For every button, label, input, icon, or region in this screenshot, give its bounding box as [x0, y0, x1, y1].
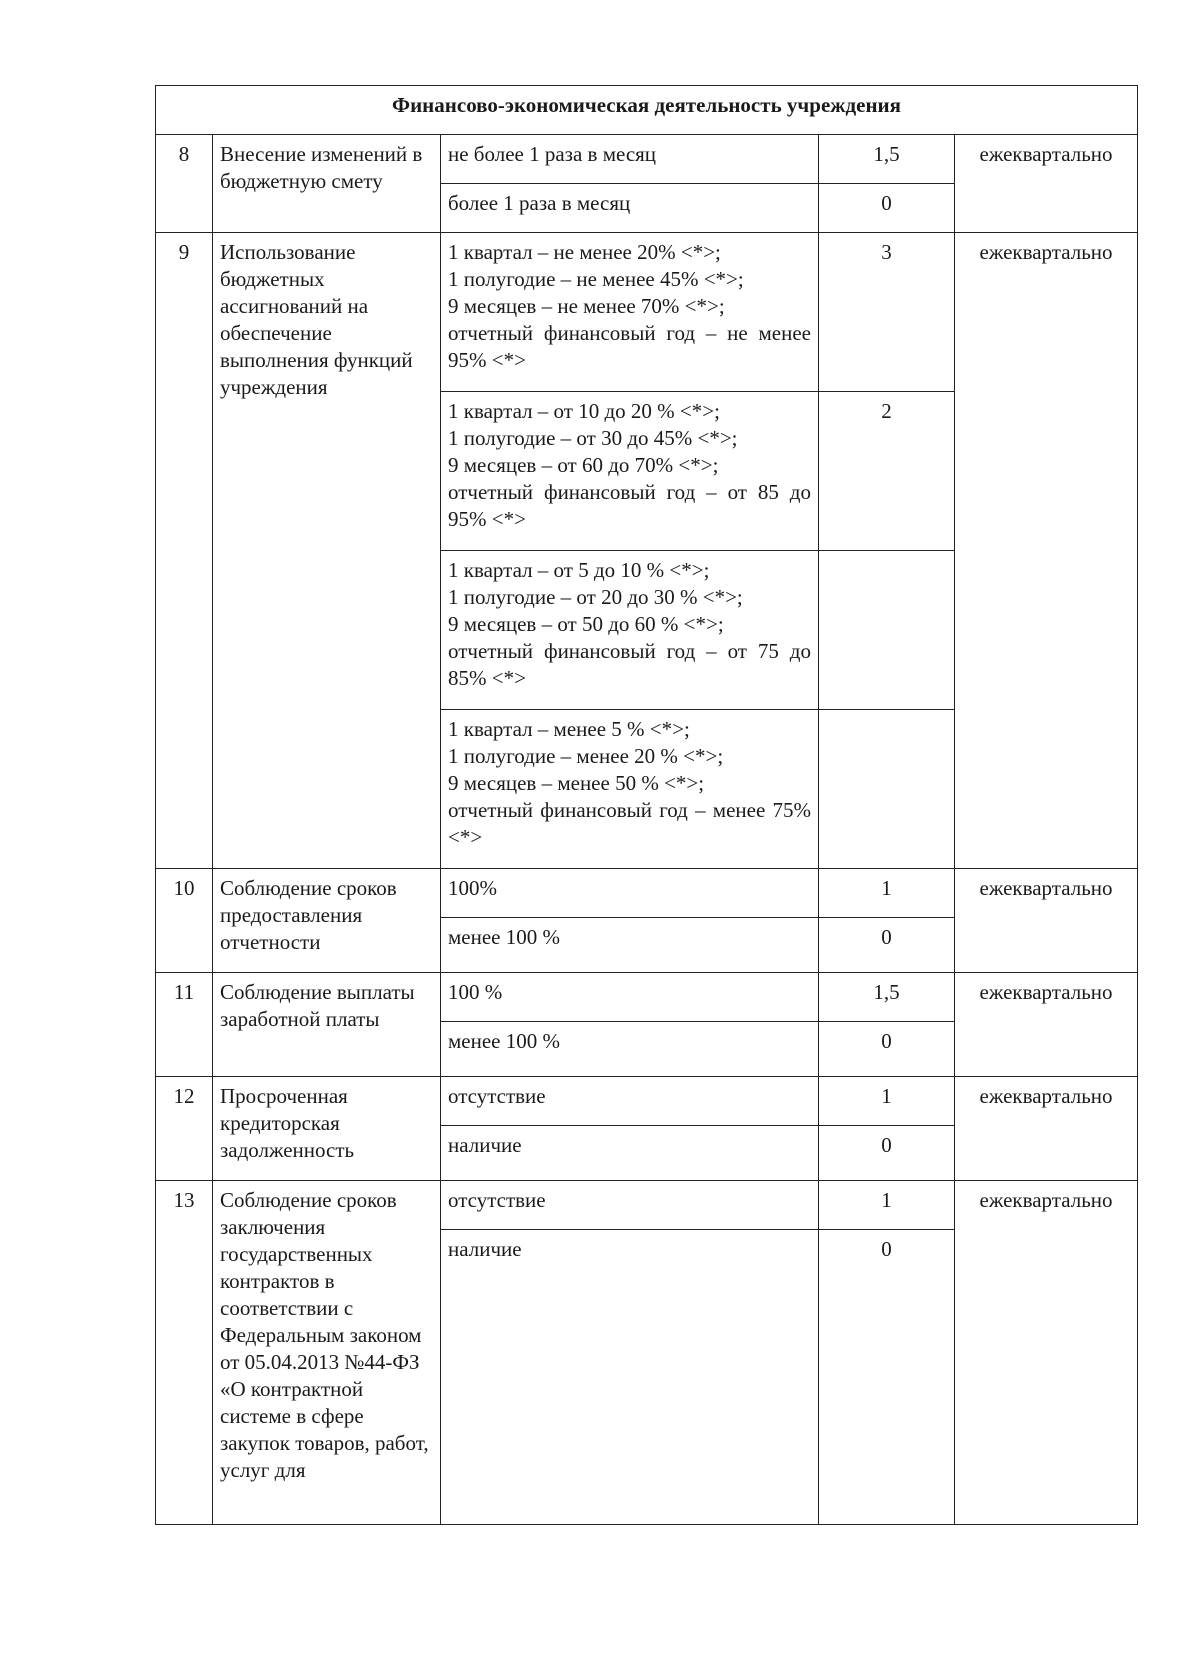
condition-text: [441, 1077, 819, 1126]
period-text: ежеквартально: [955, 1077, 1138, 1181]
condition-line: 1 квартал – от 5 до 10 % <*>;: [448, 558, 710, 582]
criteria-table: [155, 85, 1138, 1525]
score-value: 1: [819, 869, 955, 918]
period-text: ежеквартально: [955, 1181, 1138, 1525]
score-value: 1,5: [819, 973, 955, 1022]
criterion-text: Соблюдение сроков заключения государственных контрактов в соответствии с Федеральным законом от 05.04.2013 №44-ФЗ «О контрактной системе в сфере закупок товаров, работ, услуг для: [213, 1181, 441, 1525]
score-value: [819, 710, 955, 869]
table-row: [156, 869, 1138, 918]
score-value: [819, 551, 955, 710]
score-value: 3: [819, 233, 955, 392]
condition-line: 1 полугодие – менее 20 % <*>;: [448, 744, 724, 768]
period-text: ежеквартально: [955, 233, 1138, 869]
table-row: [156, 233, 1138, 392]
score-value: 0: [819, 1022, 955, 1077]
condition-line: 9 месяцев – от 50 до 60 % <*>;: [448, 612, 724, 636]
condition-line: 9 месяцев – не менее 70% <*>;: [448, 294, 725, 318]
score-value: 0: [819, 1230, 955, 1525]
score-value: 0: [819, 918, 955, 973]
criterion-text: Соблюдение сроков предоставления отчетности: [213, 869, 441, 973]
condition-text: [441, 710, 819, 869]
score-value: 0: [819, 1126, 955, 1181]
score-value: 2: [819, 392, 955, 551]
condition-text: [441, 184, 819, 233]
condition-text: [441, 918, 819, 973]
score-value: 1: [819, 1077, 955, 1126]
condition-line: наличие: [448, 1133, 522, 1157]
condition-line: отчетный финансовый год – от 85 до 95% <*>: [448, 480, 811, 531]
condition-line: менее 100 %: [448, 1029, 560, 1053]
row-number: 11: [156, 973, 213, 1077]
condition-line: 1 квартал – менее 5 % <*>;: [448, 717, 690, 741]
criterion-text: Внесение изменений в бюджетную смету: [213, 135, 441, 233]
table-row: [156, 973, 1138, 1022]
condition-line: наличие: [448, 1237, 522, 1261]
condition-text: [441, 392, 819, 551]
condition-text: [441, 233, 819, 392]
condition-line: 9 месяцев – от 60 до 70% <*>;: [448, 453, 719, 477]
row-number: 10: [156, 869, 213, 973]
condition-line: 1 полугодие – от 20 до 30 % <*>;: [448, 585, 743, 609]
period-text: ежеквартально: [955, 135, 1138, 233]
condition-line: отчетный финансовый год – не менее 95% <*>: [448, 321, 811, 372]
condition-line: отсутствие: [448, 1084, 546, 1108]
condition-text: [441, 135, 819, 184]
condition-line: 1 квартал – не менее 20% <*>;: [448, 240, 721, 264]
condition-text: [441, 1022, 819, 1077]
table-row: [156, 1181, 1138, 1230]
condition-line: отчетный финансовый год – менее 75% <*>: [448, 798, 811, 849]
condition-line: 1 квартал – от 10 до 20 % <*>;: [448, 399, 720, 423]
condition-line: отчетный финансовый год – от 75 до 85% <*>: [448, 639, 811, 690]
row-number: 12: [156, 1077, 213, 1181]
criterion-text: Использование бюджетных ассигнований на обеспечение выполнения функций учреждения: [213, 233, 441, 869]
criterion-text: Просроченная кредиторская задолженность: [213, 1077, 441, 1181]
row-number: 13: [156, 1181, 213, 1525]
condition-line: не более 1 раза в месяц: [448, 142, 657, 166]
condition-line: 1 полугодие – от 30 до 45% <*>;: [448, 426, 738, 450]
row-number: 9: [156, 233, 213, 869]
score-value: 1,5: [819, 135, 955, 184]
condition-text: [441, 551, 819, 710]
score-value: 1: [819, 1181, 955, 1230]
table-row: [156, 135, 1138, 184]
period-text: ежеквартально: [955, 869, 1138, 973]
criterion-text: Соблюдение выплаты заработной платы: [213, 973, 441, 1077]
condition-line: 9 месяцев – менее 50 % <*>;: [448, 771, 705, 795]
period-text: ежеквартально: [955, 973, 1138, 1077]
condition-line: 1 полугодие – не менее 45% <*>;: [448, 267, 744, 291]
condition-line: менее 100 %: [448, 925, 560, 949]
section-title: Финансово-экономическая деятельность учреждения: [156, 86, 1138, 135]
condition-line: отсутствие: [448, 1188, 546, 1212]
table-row: [156, 1077, 1138, 1126]
condition-line: 100%: [448, 876, 497, 900]
section-header-row: [156, 86, 1138, 135]
row-number: 8: [156, 135, 213, 233]
condition-text: [441, 973, 819, 1022]
condition-text: [441, 1126, 819, 1181]
condition-line: более 1 раза в месяц: [448, 191, 631, 215]
condition-text: [441, 1230, 819, 1525]
condition-text: [441, 1181, 819, 1230]
condition-text: [441, 869, 819, 918]
score-value: 0: [819, 184, 955, 233]
condition-line: 100 %: [448, 980, 503, 1004]
